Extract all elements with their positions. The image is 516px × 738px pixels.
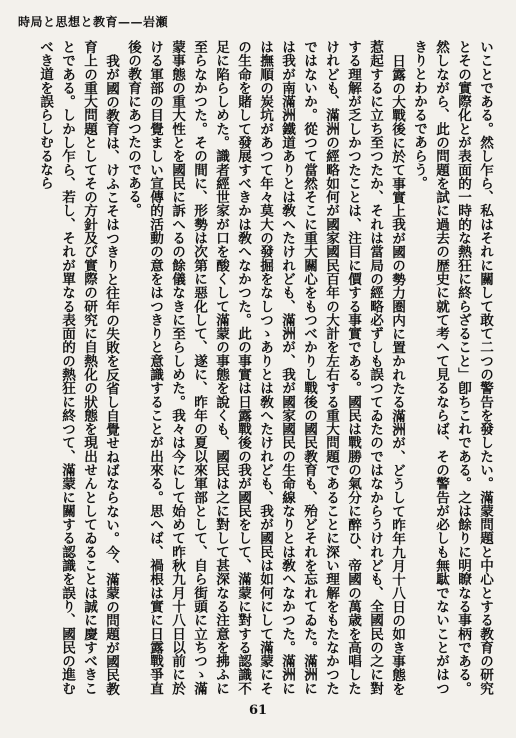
paragraph-3: 我が國の教育は、けふこそはつきりと往年の失敗を反省し自覺せねばならない。今、滿蒙の問題が國民教育上の重大問題としてその方針及び實際の研究に自熱化の狀態を現出せんとしてゐることは誠に慶すべきことである。しかし乍ら、若し、それが單なる表面的の熱狂に終つて、滿蒙に關する認識を誤り、國民の進むべき道を誤らしむるなら: [37, 40, 119, 695]
paragraph-1: いことである。然し乍ら、私はそれに關して敢て二つの警告を發したい。滿蒙問題と中心とする教育の研究とその實際化とが表面的一時的な熱狂に終らざること」卽ちこれである。之は餘りに明瞭なる事柄である。然しながら、此の問題を試に過去の歴史に就て考へて見るならば、その警告が必しも無駄でないことがはつきりとわかるであらう。: [411, 40, 493, 695]
body-text: [16, 40, 496, 695]
running-header: 時局と思想と教育——岩瀬: [18, 15, 169, 29]
paragraph-2: 日露の大戰後に於て事實上我が國の勢力圏内に置かれたる滿洲が、どうして昨年九月十八日の如き事態を惹起するに立ち至つたか、それは當局の經略必ずしも誤つてゐたのではなからうけれども、全國民の之に對する理解が乏しかつたことは、注目に價する事實である。國民は戰勝の氣分に醉ひ、帝國の萬歳を高唱したけれども、滿洲の經略如何が國家國民百年の大計を左右する重大問題であることに深い理解をもたなかつたではないか。從つて當然そこに重大關心をもつべかりし戰後の國民教育も、殆どそれを忘れてゐた。滿洲には我が南滿洲鐵道ありとは敎へたけれども、滿洲が、我が國家國民の生命線なりとは敎へなかつた。滿洲には撫順の炭坑があつて年々莫大の發掘をなしつゝありとは敎へたけれども、我が國民は如何にして滿蒙にその生命を賭して發展すべきかは敎へなかつた。此の事實は日露戰後の我が國民をして、滿蒙に對する認識不足に陷らしめた。識者經世家が口を酸くして滿蒙の事態を說くも、國民は之に對して甚深なる注意を拂ふに至らなかつた。その間に、形勢は次第に惡化して、遂に、昨年の夏以來軍部として、自ら街頭に立ちつゝ滿蒙事態の重大性とを國民に訴へるの餘儀なきに至らしめた。我々は今にして始めて昨秋九月十八日以前に於ける軍部の目覺ましい宣傳的活動の意をはつきりと意識することが出來る。思へば、禍根は實に日露戰爭直後の教育にあつたのである。: [125, 40, 405, 695]
page-number: 61: [248, 703, 268, 718]
